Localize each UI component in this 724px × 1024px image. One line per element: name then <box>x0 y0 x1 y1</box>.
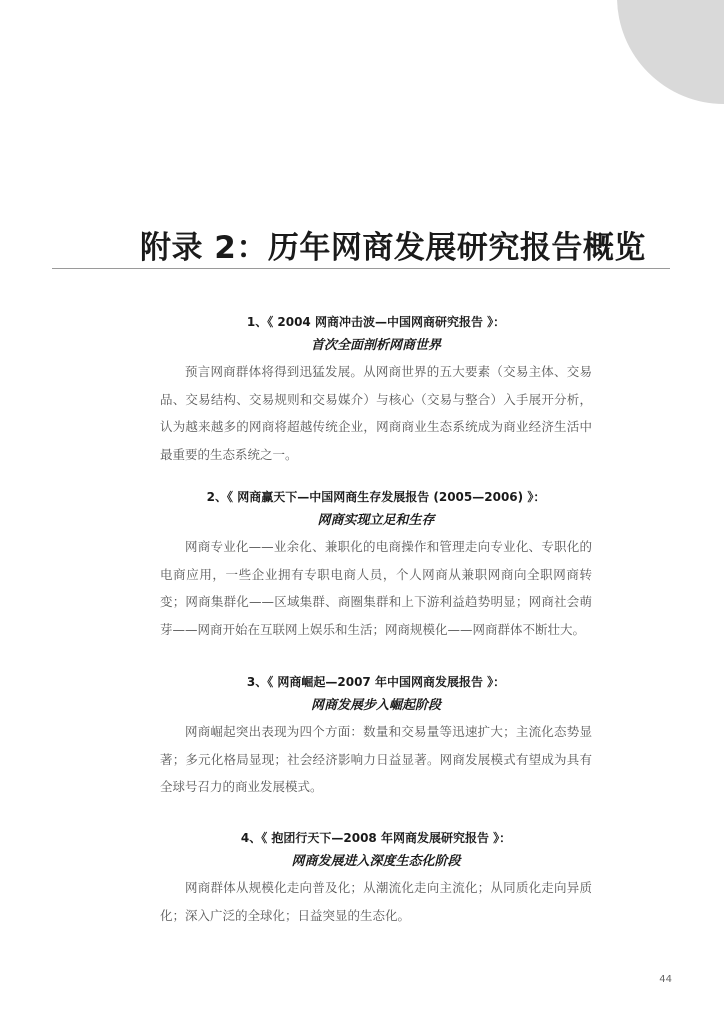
page-number: 44 <box>659 974 672 985</box>
section-heading: 4、《 抱团行天下—2008 年网商发展研究报告 》： <box>240 831 512 845</box>
report-section-2004 <box>160 313 592 468</box>
section-subtitle: 首次全面剖析网商世界 <box>310 338 441 353</box>
section-body: 网商崛起突出表现为四个方面：数量和交易量等迅速扩大；主流化态势显著；多元化格局显现；社会经济影响力日益显著。网商发展模式有望成为具有全球号召力的商业发展模式。 <box>160 724 592 794</box>
title-divider <box>52 268 670 269</box>
section-subtitle: 网商发展进入深度生态化阶段 <box>291 854 461 869</box>
report-section-2008 <box>160 829 592 929</box>
section-heading: 3、《 网商崛起—2007 年中国网商发展报告 》： <box>246 675 506 689</box>
section-heading: 1、《 2004 网商冲击波—中国网商研究报告 》： <box>246 315 506 329</box>
section-subtitle: 网商实现立足和生存 <box>317 513 435 528</box>
section-body: 预言网商群体将得到迅猛发展。从网商世界的五大要素（交易主体、交易品、交易结构、交易规则和交易媒介）与核心（交易与整合）入手展开分析，认为越来越多的网商将超越传统企业，网商商业生态系统成为商业经济生活中最重要的生态系统之一。 <box>160 364 592 462</box>
section-body: 网商群体从规模化走向普及化；从潮流化走向主流化；从同质化走向异质化；深入广泛的全球化；日益突显的生态化。 <box>160 880 592 923</box>
section-body: 网商专业化——业余化、兼职化的电商操作和管理走向专业化、专职化的电商应用，一些企业拥有专职电商人员，个人网商从兼职网商向全职网商转变；网商集群化——区域集群、商圈集群和上下游利益趋势明显；网商社会萌芽——网商开始在互联网上娱乐和生活；网商规模化——网商群体不断壮大。 <box>160 539 592 637</box>
section-heading: 2、《 网商赢天下—中国网商生存发展报告 (2005—2006) 》： <box>206 490 546 504</box>
section-subtitle: 网商发展步入崛起阶段 <box>310 698 441 713</box>
report-section-2007 <box>160 673 592 801</box>
page-title: 附录 2：历年网商发展研究报告概览 <box>140 230 646 266</box>
corner-decoration <box>617 0 724 104</box>
report-section-2005-2006 <box>160 488 592 643</box>
